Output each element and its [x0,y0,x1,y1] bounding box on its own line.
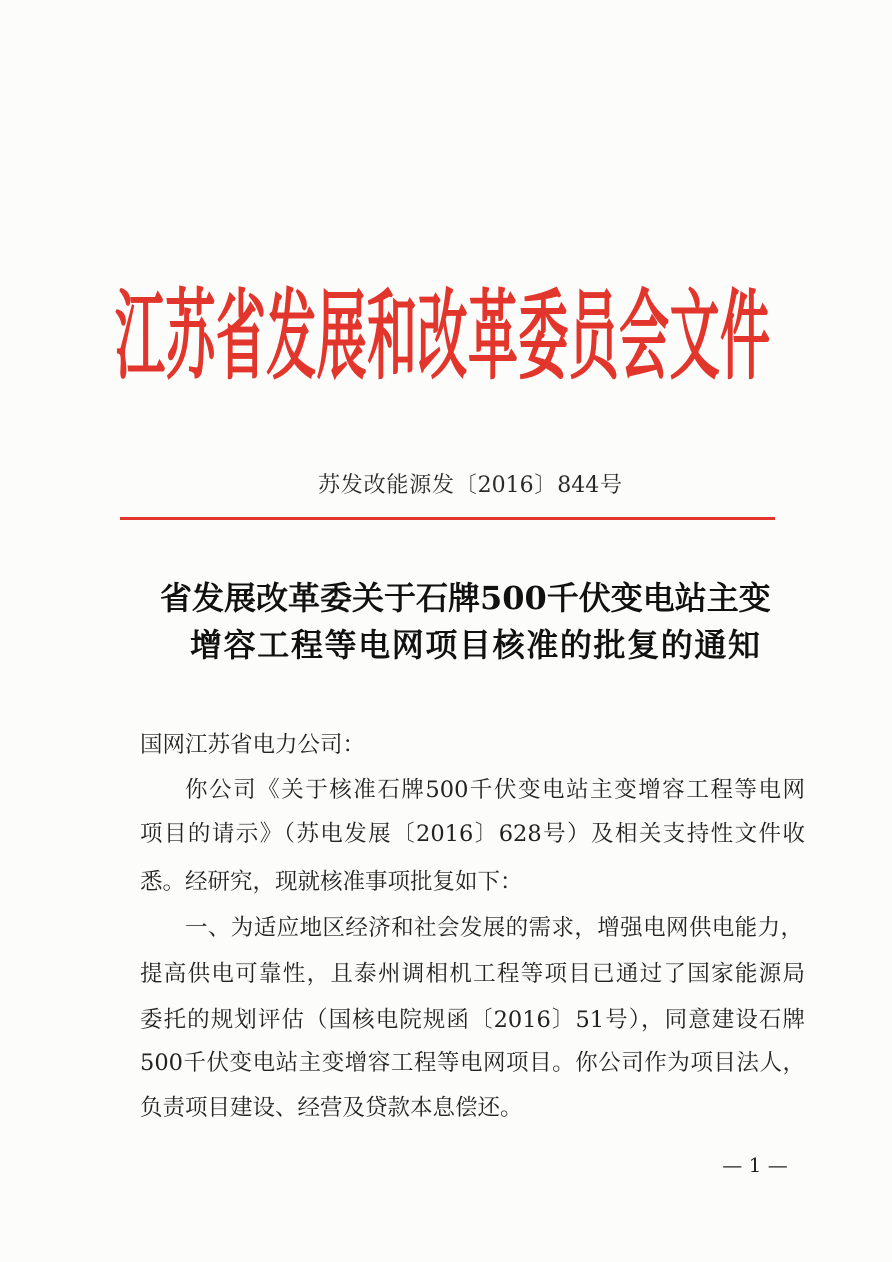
body-line: 委托的规划评估（国核电院规函〔2016〕51号），同意建设石牌 [140,1007,805,1033]
body-line: 500千伏变电站主变增容工程等电网项目。你公司作为项目法人， [140,1050,805,1076]
body-line: 项目的请示》（苏电发展〔2016〕628号）及相关支持性文件收 [140,821,805,847]
document-title-line-1: 省发展改革委关于石牌500千伏变电站主变 [160,579,771,617]
body-line: 你公司《关于核准石牌500千伏变电站主变增容工程等电网 [185,777,805,803]
page-number: — 1 — [722,1153,788,1177]
body-line: 提高供电可靠性，且泰州调相机工程等项目已通过了国家能源局 [140,961,805,987]
body-line: 一、为适应地区经济和社会发展的需求，增强电网供电能力， [185,915,803,941]
body-line: 负责项目建设、经营及贷款本息偿还。 [140,1095,523,1121]
red-divider-line [120,517,775,520]
document-number: 苏发改能源发〔2016〕844号 [318,473,622,498]
body-line: 悉。经研究，现就核准事项批复如下： [140,869,523,895]
issuing-authority-header: 江苏省发展和改革委员会文件 [115,280,770,394]
document-title-line-2: 增容工程等电网项目核准的批复的通知 [190,626,760,664]
salutation: 国网江苏省电力公司： [140,732,366,758]
